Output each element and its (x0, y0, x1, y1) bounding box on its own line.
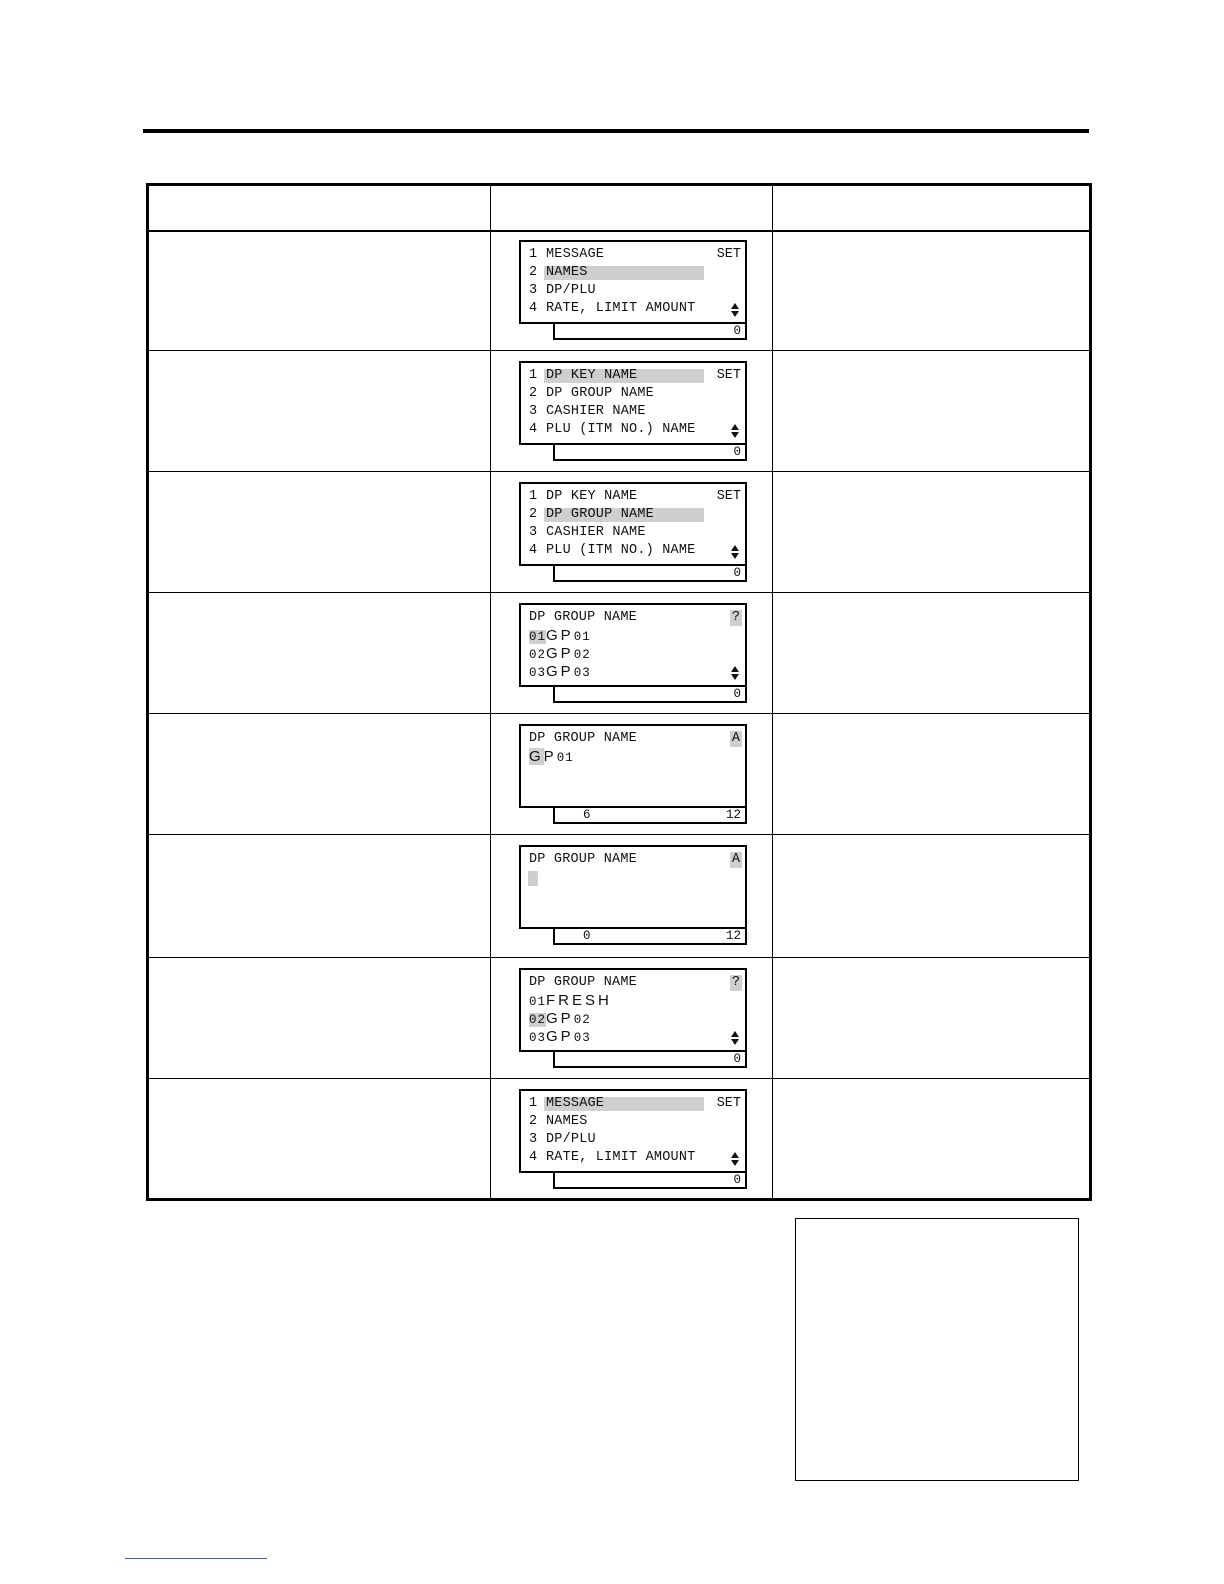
menu-item-label: NAMES (546, 265, 588, 280)
edit-text: P (543, 748, 557, 765)
mode-indicator: SET (716, 489, 741, 504)
menu-item[interactable] (529, 422, 695, 438)
group-name-number: 01 (573, 630, 591, 644)
lcd-screen (519, 724, 747, 808)
status-bar (553, 445, 747, 461)
menu-item-label: PLU (ITM NO.) NAME (546, 422, 696, 437)
row-separator (149, 957, 1089, 958)
menu-item-number: 3 (529, 283, 538, 298)
screen-title: DP GROUP NAME (529, 610, 637, 625)
edit-cursor-char: G (529, 748, 544, 765)
scroll-up-down-icon (730, 1151, 740, 1167)
status-bar (553, 324, 747, 340)
menu-item[interactable] (529, 404, 646, 420)
mode-indicator: SET (716, 247, 741, 262)
lcd-screen (519, 1089, 747, 1173)
menu-item[interactable] (529, 1150, 695, 1166)
group-code: 03 (529, 1031, 547, 1045)
menu-item[interactable] (529, 386, 654, 402)
status-count: 0 (583, 929, 591, 943)
menu-item[interactable] (529, 368, 637, 384)
status-value: 0 (733, 687, 741, 701)
side-note-box (795, 1218, 1079, 1481)
group-name: GP (546, 1010, 574, 1027)
menu-item-number: 2 (529, 265, 538, 280)
menu-item[interactable] (529, 507, 654, 523)
menu-item-number: 1 (529, 1096, 538, 1111)
status-bar (553, 808, 747, 824)
mode-indicator: ? (731, 975, 740, 990)
group-name: GP (546, 1028, 574, 1045)
row-separator (149, 471, 1089, 472)
menu-item-number: 2 (529, 507, 538, 522)
menu-item-number: 3 (529, 525, 538, 540)
menu-item[interactable] (529, 1096, 604, 1112)
column-divider-left (490, 186, 491, 1198)
menu-item-number: 3 (529, 1132, 538, 1147)
group-entry[interactable] (529, 993, 612, 1009)
menu-item-number: 4 (529, 1150, 538, 1165)
row-separator (149, 350, 1089, 351)
mode-indicator: A (731, 852, 740, 867)
menu-item-label: MESSAGE (546, 1096, 605, 1111)
menu-item-number: 3 (529, 404, 538, 419)
text-cursor (528, 871, 538, 886)
menu-item[interactable] (529, 247, 604, 263)
top-rule (143, 129, 1089, 133)
lcd-screen (519, 361, 747, 445)
group-entry[interactable] (529, 1029, 591, 1045)
scroll-up-down-icon (730, 423, 740, 439)
row-separator (149, 713, 1089, 714)
menu-item[interactable] (529, 489, 637, 505)
menu-item-label: DP KEY NAME (546, 489, 638, 504)
group-name-number: 02 (573, 1013, 591, 1027)
menu-item[interactable] (529, 1114, 588, 1130)
menu-item[interactable] (529, 543, 695, 559)
edit-text-number: 01 (556, 751, 574, 765)
status-bar (553, 1052, 747, 1068)
row-separator (149, 834, 1089, 835)
menu-item[interactable] (529, 525, 646, 541)
lcd-screen (519, 240, 747, 324)
group-code: 03 (529, 666, 547, 680)
mode-indicator: SET (716, 368, 741, 383)
menu-item-number: 4 (529, 301, 538, 316)
lcd-screen (519, 482, 747, 566)
status-bar (553, 1173, 747, 1189)
group-name: GP (546, 663, 574, 680)
group-name: FRESH (546, 992, 612, 1009)
lcd-screen (519, 968, 747, 1052)
lcd-screen (519, 603, 747, 687)
screen-title: DP GROUP NAME (529, 975, 637, 990)
status-bar (553, 566, 747, 582)
status-value: 0 (733, 566, 741, 580)
screen-title: DP GROUP NAME (529, 731, 637, 746)
group-entry[interactable] (529, 646, 591, 662)
row-separator (149, 1078, 1089, 1079)
status-value: 0 (733, 1052, 741, 1066)
menu-item-label: PLU (ITM NO.) NAME (546, 543, 696, 558)
menu-item-label: DP GROUP NAME (546, 386, 654, 401)
menu-item-number: 2 (529, 1114, 538, 1129)
menu-item-label: DP/PLU (546, 1132, 596, 1147)
menu-item-label: CASHIER NAME (546, 404, 646, 419)
group-name-number: 03 (573, 666, 591, 680)
menu-item-number: 4 (529, 543, 538, 558)
group-name: GP (546, 645, 574, 662)
mode-indicator: SET (716, 1096, 741, 1111)
status-value: 12 (725, 808, 741, 822)
scroll-up-down-icon (730, 302, 740, 318)
menu-item[interactable] (529, 1132, 596, 1148)
menu-item-label: DP/PLU (546, 283, 596, 298)
status-bar (553, 687, 747, 703)
lcd-screen (519, 845, 747, 929)
group-code: 02 (529, 648, 547, 662)
mode-indicator: A (731, 731, 740, 746)
column-divider-right (772, 186, 773, 1198)
mode-indicator: ? (731, 610, 740, 625)
menu-item-number: 4 (529, 422, 538, 437)
status-count: 6 (583, 808, 591, 822)
group-code: 02 (529, 1013, 547, 1027)
table-header-row (149, 186, 1089, 232)
status-value: 0 (733, 324, 741, 338)
menu-item-label: DP GROUP NAME (546, 507, 654, 522)
menu-item-label: MESSAGE (546, 247, 605, 262)
edit-field[interactable] (529, 749, 574, 765)
screen-title: DP GROUP NAME (529, 852, 637, 867)
status-value: 0 (733, 1173, 741, 1187)
procedure-table (146, 183, 1092, 1201)
group-entry[interactable] (529, 628, 591, 644)
menu-item-number: 1 (529, 489, 538, 504)
status-value: 0 (733, 445, 741, 459)
footer-link-underline (125, 1558, 267, 1559)
menu-item-number: 1 (529, 368, 538, 383)
row-separator (149, 592, 1089, 593)
scroll-up-down-icon (730, 544, 740, 560)
group-name: GP (546, 627, 574, 644)
menu-item-label: RATE, LIMIT AMOUNT (546, 301, 696, 316)
menu-item-number: 2 (529, 386, 538, 401)
menu-item-label: NAMES (546, 1114, 588, 1129)
menu-item-label: CASHIER NAME (546, 525, 646, 540)
group-entry[interactable] (529, 664, 591, 680)
menu-item[interactable] (529, 283, 596, 299)
menu-item[interactable] (529, 265, 588, 281)
menu-item[interactable] (529, 301, 695, 317)
scroll-up-down-icon (730, 1030, 740, 1046)
scroll-up-down-icon (730, 665, 740, 681)
group-name-number: 02 (573, 648, 591, 662)
menu-item-label: DP KEY NAME (546, 368, 638, 383)
status-value: 12 (725, 929, 741, 943)
menu-item-number: 1 (529, 247, 538, 262)
group-code: 01 (529, 630, 547, 644)
group-code: 01 (529, 995, 547, 1009)
menu-item-label: RATE, LIMIT AMOUNT (546, 1150, 696, 1165)
group-name-number: 03 (573, 1031, 591, 1045)
group-entry[interactable] (529, 1011, 591, 1027)
status-bar (553, 929, 747, 945)
